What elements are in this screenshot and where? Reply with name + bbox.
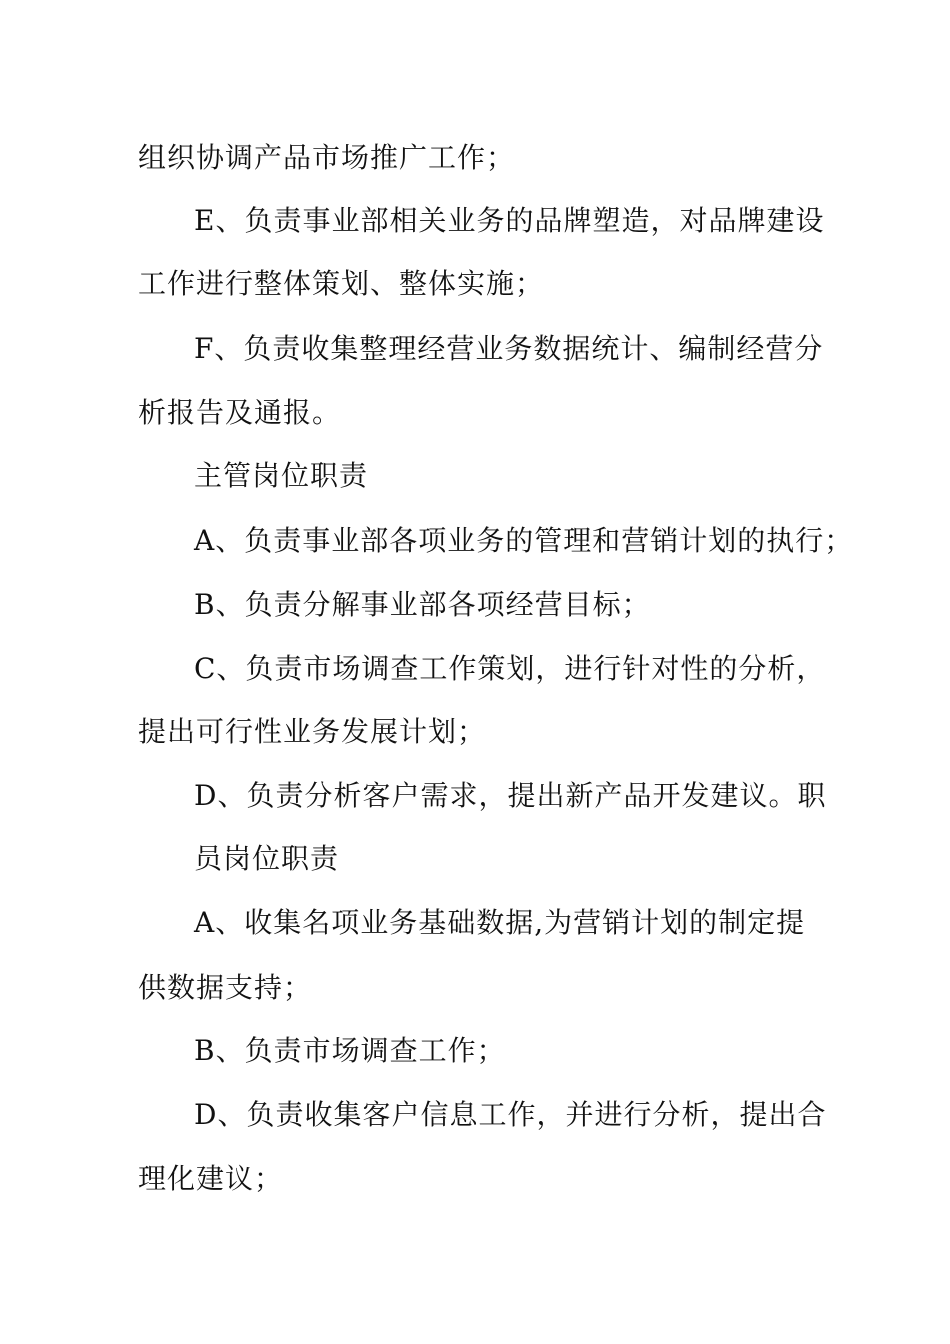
text-line: A、收集名项业务基础数据,为营销计划的制定提	[194, 906, 806, 939]
text-line: A、负责事业部各项业务的管理和营销计划的执行；	[194, 524, 854, 557]
text-line: D、负责分析客户需求，提出新产品开发建议。职	[194, 779, 827, 812]
text-line: E、负责事业部相关业务的品牌塑造，对品牌建设	[194, 204, 825, 237]
text-line: 组织协调产品市场推广工作；	[138, 141, 516, 174]
text-line: C、负责市场调查工作策划，进行针对性的分析，	[194, 652, 826, 685]
text-line: B、负责市场调查工作；	[194, 1034, 506, 1067]
text-line: B、负责分解事业部各项经营目标；	[194, 588, 651, 621]
section-heading: 员岗位职责	[194, 842, 340, 875]
text-line: 析报告及通报。	[138, 396, 342, 429]
section-heading: 主管岗位职责	[194, 459, 369, 492]
text-line: 理化建议；	[138, 1162, 284, 1195]
text-line: 供数据支持；	[138, 971, 313, 1004]
text-line: D、负责收集客户信息工作，并进行分析，提出合	[194, 1098, 827, 1131]
text-line: 工作进行整体策划、整体实施；	[138, 267, 545, 300]
text-line: 提出可行性业务发展计划；	[138, 715, 487, 748]
text-line: F、负责收集整理经营业务数据统计、编制经营分	[194, 332, 824, 365]
